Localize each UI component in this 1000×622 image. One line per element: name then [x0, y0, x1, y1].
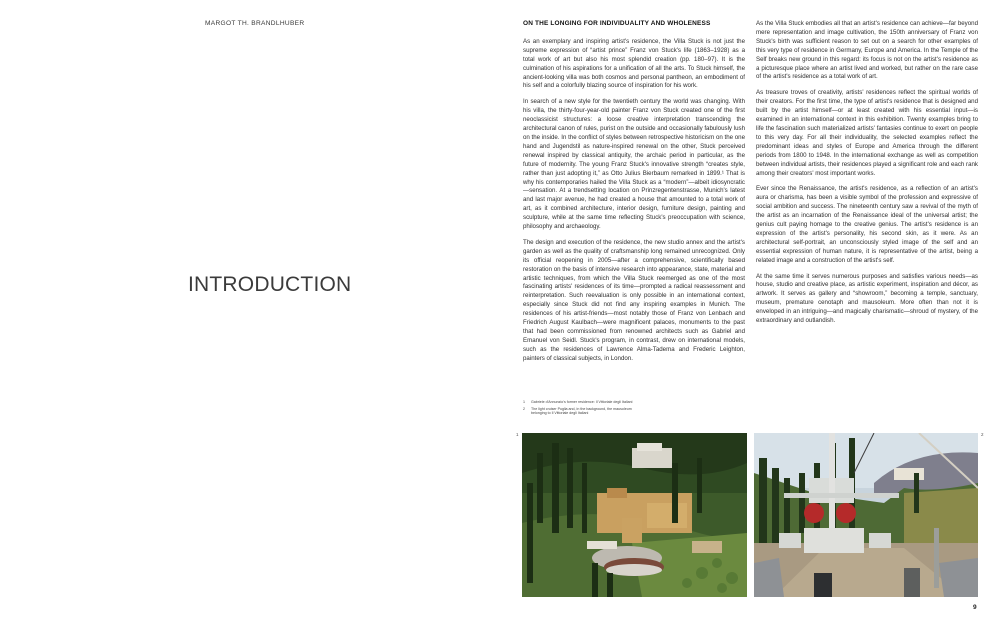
- caption-2: [523, 407, 648, 416]
- paragraph: The design and execution of the residence, the new studio annex and the artist's garden as well as the quality of craftsmanship long remained unrecognized. Only its official reopening in 2005—after a comprehensive, scientifically based restoration on the basis of intensive research into appearance, state, material and artistic techniques, from which the Villa Stuck reemerged as one of the most fascinating artists' residences of its time—prompted a radical reassessment and reinterpretation. Such reevaluation is only possible in an international context, especially since Stuck did not find any inspiring examples in Munich. The residences of his artist-friends—most notably those of Franz von Lenbach and Friedrich August Kaulbach—were magnificent palaces, monuments to the past that had been commissioned from renowned architects such as Gabriel and Emanuel von Seidl. Stuck's program, in contrast, drew on international models, such as the residences of Lawrence Alma-Tadema and Frederic Leighton, painters of classical subjects, in London.: [523, 238, 745, 362]
- figure-number-1: 1: [516, 432, 519, 437]
- paragraph: At the same time it serves numerous purposes and satisfies various needs—as house, studio and creative place, as artistic experiment, inspiration and décor, as artwork. It serves as gallery and “showroom,” becoming a temple, sanctuary, museum, premature cenotaph and mausoleum. More often than not it is enveloped in an intriguing—and magically charismatic—shroud of mystery, of the extraordinary and outlandish.: [756, 272, 978, 325]
- caption-number: 1: [523, 400, 525, 404]
- page-number: 9: [973, 604, 977, 611]
- section-heading: ON THE LONGING FOR INDIVIDUALITY AND WHOLENESS: [523, 20, 711, 27]
- paragraph: In search of a new style for the twentieth century the world was changing. With his villa, the thirty-four-year-old painter Franz von Stuck created one of the first neoclassicist structures: a loose creative interpretation transcending the architectural canon of rules, purist on the outside and occasionally fabulously lush on the inside. In the conflict of styles between retrospective historicism on the one hand and Jugendstil as nature-inspired renewal on the other, Stuck perceived renewal inspired by classical antiquity, the archaic period in particular, as the future of modernity. The young Franz Stuck's innovative strength “creates style, rather than just adopting it,” as Otto Julius Bierbaum remarked in 1899.¹ That is why his contemporaries hailed the Villa Stuck as a “modern”—albeit idiosyncratic—sensation. At a trendsetting location on Prinzregentenstrasse, Munich's latest and last major avenue, he had created a house that amounted to a total work of art, as it combined architecture, interior design, furniture design, painting and sculpture, while at the same time reflecting Stuck's preoccupation with science, philosophy and archaeology.: [523, 98, 745, 231]
- paragraph: As treasure troves of creativity, artists' residences reflect the spiritual worlds of their creators. For the first time, the type of artist's residence that is designed and built by the artist himself—or at least created with his essential input—is examined in an international context in this exhibition. Twenty examples bring to life the fascination such materialized artists' fantasies continue to exert on people to this very day. For all their individuality, the selected examples reflect the predominant ideas and styles of Europe and America through the different periods from 1800 to 1948. In the international exchange as well as competition between individual artists, their residences played a significant role and each rank among their creators' most important works.: [756, 89, 978, 177]
- text-column-1: [523, 20, 745, 371]
- figure-number-2: 2: [981, 432, 984, 437]
- author-name: MARGOT TH. BRANDLHUBER: [205, 20, 305, 27]
- text-column-2: [756, 20, 978, 333]
- cruiser-puglia-image: [754, 433, 978, 597]
- paragraph: Ever since the Renaissance, the artist's residence, as a reflection of an artist's aura or charisma, has been a visible symbol of the profession and expressive of social ambition and success. The nineteenth century saw a revival of the myth of the artist as an incarnation of the Renaissance ideal of the universal artist; the genius cult paying homage to the creative genius. The artist's residence is an expression of the artist's personality, his second skin, as it were. As an architectural self-portrait, an unconsciously styled image of the self and an essential expression of human nature, it is representative of the artist, being a related image and a construction of the artist's self.: [756, 185, 978, 264]
- photo-cruiser-deck: [754, 433, 978, 597]
- paragraph: As an exemplary and inspiring artist's residence, the Villa Stuck is not just the supreme expression of “artist prince” Franz von Stuck's life (1863–1928) as a total work of art but also his most splendid creation (pp. 180–97). It is the culmination of his aspirations for a unification of all the arts. To Stuck himself, the ancient-looking villa was both cosmos and personal pantheon, an embodiment of his self and a colorfully blazing source of inspiration for his work.: [523, 37, 745, 90]
- villa-hillside-image: [522, 433, 747, 597]
- photo-villa-aerial: [522, 433, 747, 597]
- caption-text: Gabriele d'Annunzio's former residence: Il Vittoriale degli Italiani: [531, 400, 633, 404]
- chapter-title: INTRODUCTION: [188, 273, 352, 296]
- figure-captions: [523, 400, 648, 418]
- paragraph: As the Villa Stuck embodies all that an artist's residence can achieve—far beyond mere representation and image cultivation, the 150th anniversary of Franz von Stuck's birth was sufficient reason to set out on a search for other examples of this very type of residence in Germany, Europe and America. In the Temple of the Self breaks new ground in this regard: its focus is not on the artist's residence as a picturesque place where an artist lived and worked, but rather on the rare case of the artist's residence as a total work of art.: [756, 20, 978, 81]
- caption-number: 2: [523, 406, 525, 411]
- caption-text: The light cruiser Puglia and, in the background, the mausoleum belonging to Il Vittoriale degli Italiani: [531, 406, 632, 416]
- caption-1: [523, 400, 648, 405]
